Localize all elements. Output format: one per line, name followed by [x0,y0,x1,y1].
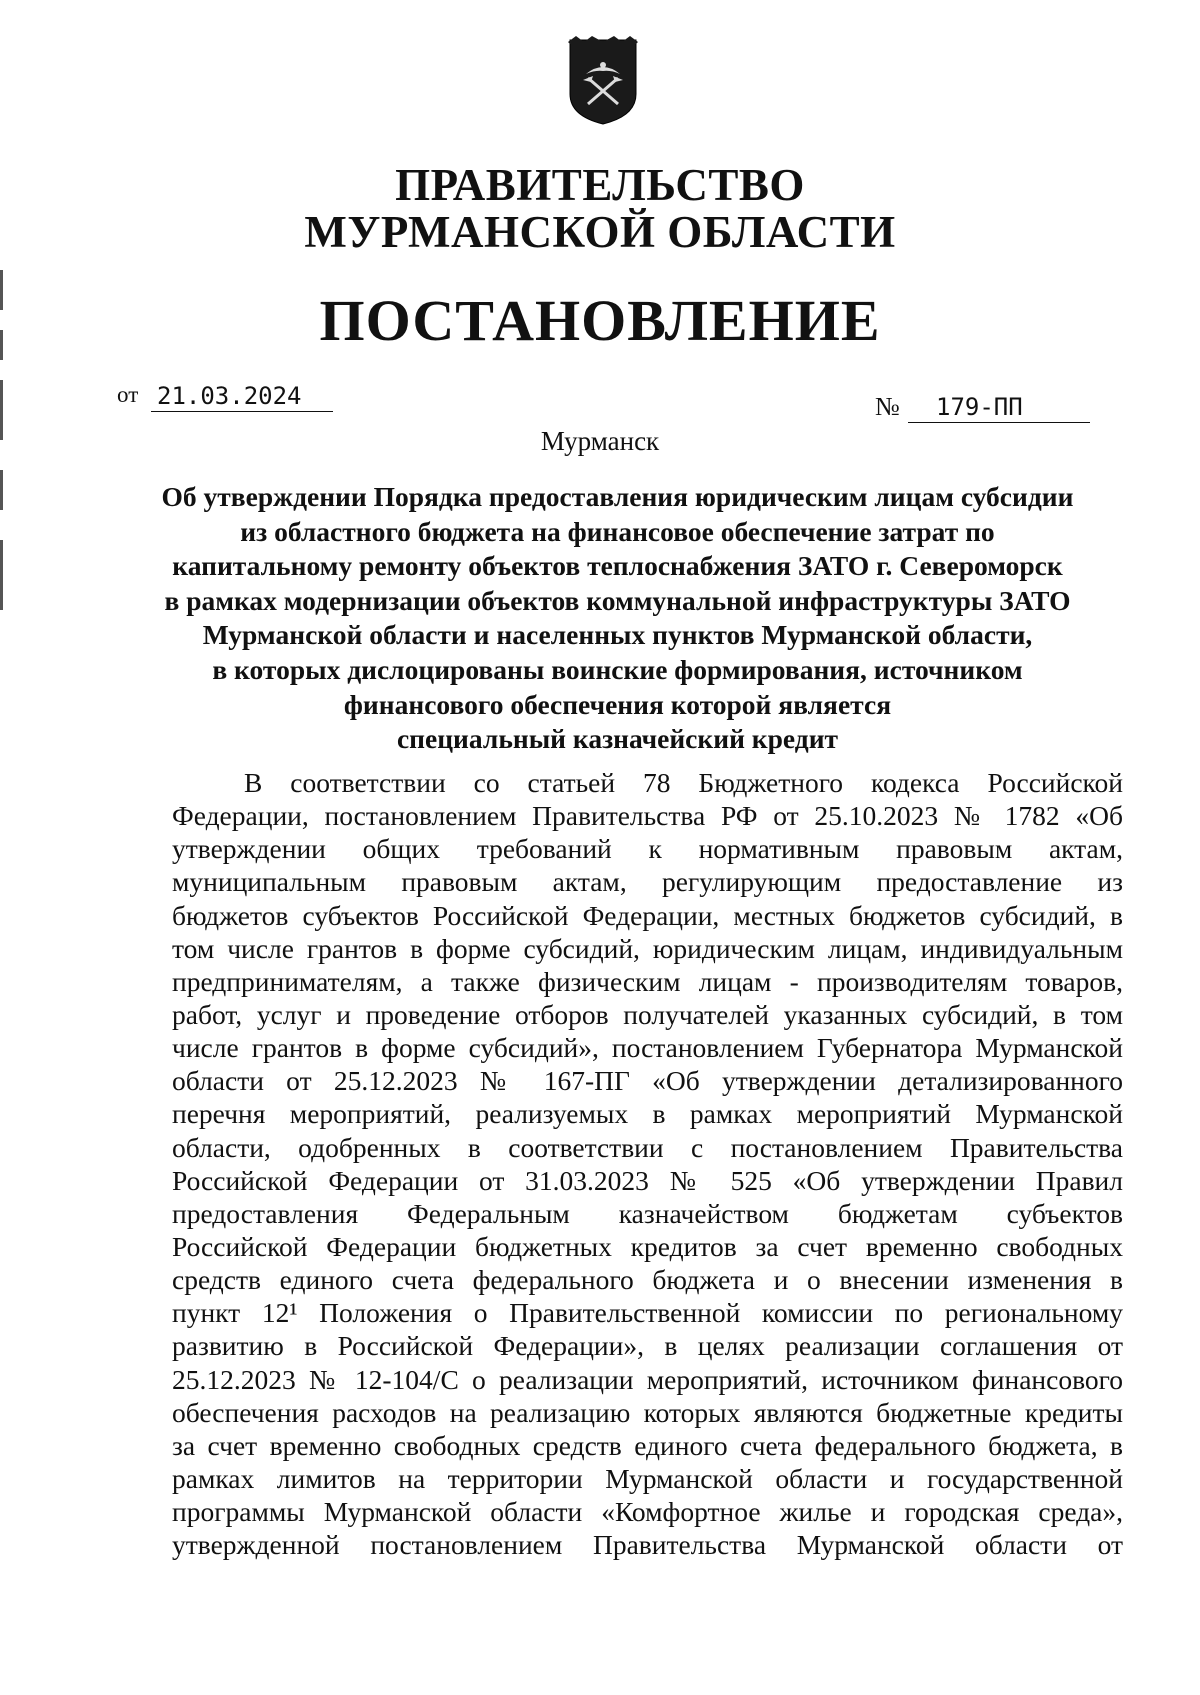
number-prefix: № [875,392,900,421]
document-type-heading: ПОСТАНОВЛЕНИЕ [319,288,881,353]
government-title-line1: ПРАВИТЕЛЬСТВО [395,160,805,210]
body-line: обеспечения расходов на реализацию которых являются бюджетные кредиты [172,1396,1123,1428]
body-line: муниципальным правовым актам, регулирующим предоставление из [172,866,1123,898]
body-line: том числе грантов в форме субсидий, юридическим лицам, индивидуальным [172,932,1123,964]
body-line: средств единого счета федерального бюджета и о внесении изменения в [172,1264,1123,1296]
document-title [150,480,1085,757]
city-name: Мурманск [540,426,660,456]
title-line: капитальному ремонту объектов теплоснабжения ЗАТО г. Североморск [172,550,1063,582]
body-line: бюджетов субъектов Российской Федерации, местных бюджетов субсидий, в [172,899,1123,931]
body-line: числе грантов в форме субсидий», постановлением Губернатора Мурманской [172,1032,1123,1064]
scan-margin-mark [0,380,3,440]
title-line: из областного бюджета на финансовое обеспечение затрат по [240,515,995,547]
scan-margin-mark [0,270,3,310]
date-prefix: от [117,382,139,407]
title-line: Мурманской области и населенных пунктов Мурманской области, [202,619,1033,651]
body-line: Российской Федерации бюджетных кредитов за счет временно свободных [172,1230,1123,1262]
title-line: в рамках модернизации объектов коммунальной инфраструктуры ЗАТО [164,584,1071,616]
body-line: утвержденной постановлением Правительства Мурманской области от [172,1529,1123,1561]
scan-margin-mark [0,470,3,510]
document-number: 179-ПП [908,392,1090,423]
scan-margin-mark [0,330,3,360]
title-line: в которых дислоцированы воинские формирования, источником [212,653,1023,685]
body-paragraph [172,766,1123,1561]
government-title-line2: МУРМАНСКОЙ ОБЛАСТИ [304,207,896,257]
body-line: предпринимателям, а также физическим лицам - производителям товаров, [172,965,1123,997]
body-line: утверждении общих требований к нормативным правовым актам, [172,833,1123,865]
body-line: пункт 12¹ Положения о Правительственной комиссии по региональному [172,1297,1123,1329]
body-line: рамках лимитов на территории Мурманской области и государственной [172,1462,1123,1494]
title-line: Об утверждении Порядка предоставления юридическим лицам субсидии [161,481,1074,512]
body-line: программы Мурманской области «Комфортное жилье и городская среда», [172,1496,1123,1528]
body-line: работ, услуг и проведение отборов получателей указанных субсидий, в том [172,998,1123,1030]
body-line: области, одобренных в соответствии с постановлением Правительства [172,1131,1123,1163]
body-line: предоставления Федеральным казначейством бюджетам субъектов [172,1197,1123,1229]
body-line: В соответствии со статьей 78 Бюджетного кодекса Российской [244,767,1123,798]
scan-margin-mark [0,540,3,610]
body-line: Федерации, постановлением Правительства РФ от 25.10.2023 № 1782 «Об [172,800,1123,832]
coat-of-arms-emblem-icon [564,34,642,126]
body-line: Российской Федерации от 31.03.2023 № 525 «Об утверждении Правил [172,1164,1123,1196]
body-line: области от 25.12.2023 № 167-ПГ «Об утверждении детализированного [172,1065,1123,1097]
title-line: специальный казначейский кредит [396,723,839,755]
body-line: за счет временно свободных средств единого счета федерального бюджета, в [172,1429,1123,1461]
body-line: развитию в Российской Федерации», в целях реализации соглашения от [172,1330,1123,1362]
body-line: 25.12.2023 № 12-104/С о реализации мероприятий, источником финансового [172,1363,1123,1395]
document-date: 21.03.2024 [151,381,333,412]
title-line: финансового обеспечения которой является [343,688,892,720]
body-line: перечня мероприятий, реализуемых в рамках мероприятий Мурманской [172,1098,1123,1130]
